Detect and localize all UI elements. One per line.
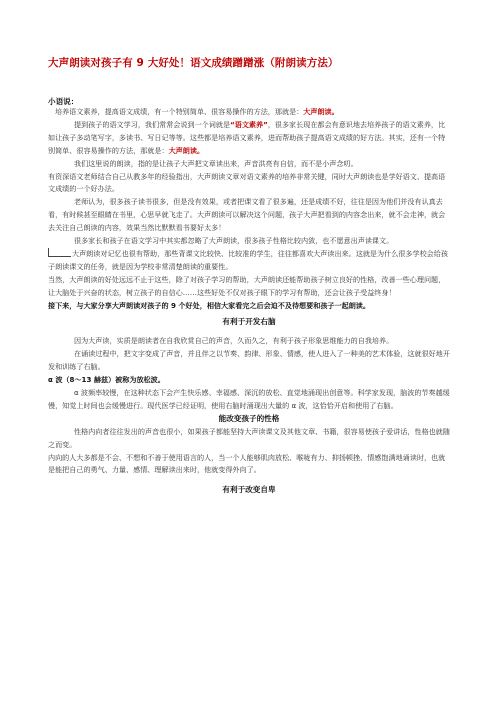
lead-label: 小语说： — [48, 97, 79, 106]
section-heading: 能改变孩子的性格 — [218, 413, 280, 423]
paragraph: 老师认为，很多孩子读书很多，但是没有效果，或者把课文看了很多遍，还是成绩不好，往往是因为他们并没有认真去看，有时候甚至眼睛在书里，心思早就飞走了。大声朗读可以解决这个问题，孩子大声把看到的内容念出来，就不会走神，就会去关注自己朗读的内容，效果当然比默默看书要好太多！ — [48, 197, 446, 233]
article-title: 大声朗读对孩子有 9 大好处！语文成绩蹭蹭涨（附朗读方法） — [48, 57, 339, 69]
paragraph: 当然，大声朗读的好处远远不止于这些，除了对孩子学习的帮助，大声朗读还能帮助孩子树立良好的性格，改善一些心理问题，让大脑处于兴奋的状态，树立孩子的自信心……这些好处不仅对孩子眼下的学习有帮助，还会让孩子受益终身！ — [48, 274, 446, 297]
paragraph-bold: 接下来，与大家分享大声朗读对孩子的 9 个好处，相信大家看完之后会迫不及待想要和孩子一起朗读。 — [48, 300, 370, 310]
highlight: “语文素养” — [230, 119, 268, 129]
text-box-mark — [48, 248, 71, 257]
section-heading: 有利于改变自卑 — [222, 485, 276, 495]
paragraph-bold: α 波（8～13 赫兹）被称为放松波。 — [48, 375, 165, 385]
paragraph — [48, 248, 450, 274]
text: 大声朗读对记忆也很有帮助，那些背课文比较快、比较准的学生，往往都喜欢大声读出来。这就是为什么很多学校会给孩子朗读课文的任务，就是因为学校非常清楚朗读的重要性。 — [48, 248, 448, 271]
highlight: 大声朗读。 — [303, 107, 339, 116]
highlight: 大声朗读。 — [168, 145, 205, 155]
paragraph — [48, 119, 450, 158]
section-heading: 有利于开发右脑 — [222, 316, 276, 326]
text: 培养语文素养，提高语文成绩，有一个特别简单、很容易操作的方法，那就是： — [55, 107, 304, 116]
paragraph: 有资深语文老师结合自己从教多年的经验指出，大声朗读文章对语文素养的培养非常关键，同时大声朗读也是学好语文、提高语文成绩的一个好办法。 — [48, 171, 446, 194]
text: ，很多家长现在都会有意识地去培养孩子的语文素养，比如让孩子多动笔写字，多读书、写日记等等。这些都是培养语文素养，进而帮助孩子提高语文成绩的好方法。其实，还有一个特别简单、很容易操作的方法，那就是： — [48, 119, 446, 155]
paragraph — [48, 106, 450, 119]
article-body — [48, 106, 450, 497]
paragraph: 我们这里说的朗读，指的是让孩子大声把文章读出来，声音洪亮有自信，而不是小声念叨。 — [74, 158, 358, 168]
paragraph: 性格内向者往往发出的声音也很小，如果孩子都能坚持大声读课文及其他文章、书籍，很容易使孩子爱讲话，性格也就随之而变。 — [48, 426, 450, 449]
paragraph: 因为大声读，实质是朗读者在自我欣赏自己的声音，久而久之，有利于孩子形象思维能力的自我培养。 — [74, 336, 394, 346]
paragraph: 内向的人大多都是不会、不想和不善于使用语言的人，当一个人能够肌肉放松、喉咙有力、抑扬顿挫、情感饱满地诵读时，也就是能把自己的勇气、力量、感情、理解读出来时，他就变得外向了。 — [48, 452, 446, 475]
paragraph: 很多家长和孩子在语文学习中其实都忽略了大声朗读，很多孩子性格比较内敛，也不愿意出声读课文。 — [74, 236, 394, 246]
paragraph: α 波频率较慢，在这种状态下会产生快乐感、幸福感、深沉的放松、直觉地涌现出创意等。科学家发现，脑波的节奏越缓慢，知觉上时间也会缓慢进行。现代医学已经证明，使用右脑时涌现出大量的 α 波，这恰恰开启和使用了右脑。 — [48, 388, 450, 410]
text: 提到孩子的语文学习，我们常常会说到一个词就是 — [74, 119, 231, 129]
paragraph: 在诵读过程中，把文字变成了声音，并且伴之以节奏、韵律、形象、情感，使人进入了一种美的艺术体验，这就很好地开发和训练了右脑。 — [48, 349, 450, 372]
